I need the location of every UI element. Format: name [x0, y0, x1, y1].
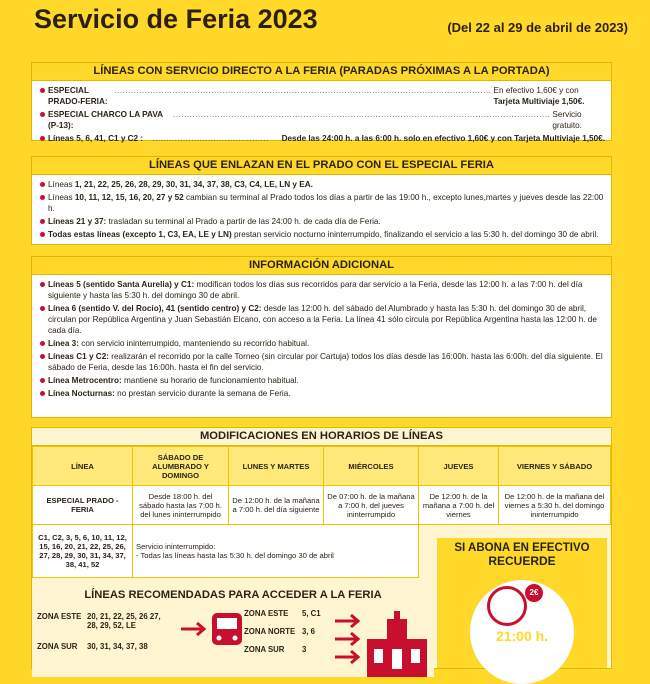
list-item: Líneas 5, 6, 41, C1 y C2 : .......................................... Desde las 24:00 h. a las 6:00 h. solo en efectivo 1,60€ y con Tarjeta Multiviaje 1,50€. — [40, 133, 605, 144]
list-item: Líneas 1, 21, 22, 25, 26, 28, 29, 30, 31, 34, 37, 38, C3, C4, LE, LN y EA. — [40, 179, 605, 190]
list-item: Línea 3: con servicio ininterrumpido, manteniendo su recorrido habitual. — [40, 338, 605, 349]
list-item: Líneas 21 y 37: trasladan su terminal al Prado a partir de las 24:00 h. de cada día de Feria. — [40, 216, 605, 227]
fair-gate-icon — [332, 609, 432, 677]
list-item: ESPECIAL CHARCO LA PAVA (P-13): ........................................................................................................................................ Servicio gratuito. — [40, 109, 605, 131]
recommended-lines: LÍNEAS RECOMENDADAS PARA ACCEDER A LA FERIA ZONA ESTE 20, 21, 22, 25, 26 27, 28, 29, 52, LE ZONA SUR 30, 31, 34, 37, 38 ZONA ESTE 5, C1 ZONA NORTE 3, 6 ZONA SUR 3 — [32, 587, 434, 677]
col-header: VIERNES Y SÁBADO — [499, 447, 611, 486]
list-item: Línea 6 (sentido V. del Rocío), 41 (sentido centro) y C2: desde las 12:00 h. del sábado del Alumbrado y hasta las 5:30 h. del domingo 30 de abril, circulan por República Argentina y Juan Sebastián Elcano, con acceso a la Feria. La línea 41 sólo circula por República Argentina hasta las 12:00 h. de cada día. — [40, 303, 605, 336]
linking-lines-panel — [31, 156, 612, 245]
table-row: C1, C2, 3, 5, 6, 10, 11, 12, 15, 16, 20, 21, 22, 25, 26, 27, 28, 29, 30, 31, 34, 37, 38, 41, 52 Servicio ininterrumpido: - Todas las líneas hasta las 5:30 h. del domingo 30 de abril — [33, 525, 611, 578]
additional-info-panel — [31, 256, 612, 418]
direct-service-panel — [31, 62, 612, 141]
list-item: Líneas 5 (sentido Santa Aurelia) y C1: modifican todos los días sus recorridos para dar servicio a la Feria, desde las 12:00 h. a las 7:00 h. del día siguiente y hasta las 5:30 h. del domingo 30 de abril. — [40, 279, 605, 301]
schedule-title: MODIFICACIONES EN HORARIOS DE LÍNEAS — [32, 428, 611, 446]
col-header: LÍNEA — [33, 447, 133, 486]
list-item: Línea Nocturnas: no prestan servicio durante la semana de Feria. — [40, 388, 605, 399]
cash-reminder: SI ABONA EN EFECTIVO RECUERDE 2€ 21:00 h. — [437, 538, 607, 668]
col-header: SÁBADO DE ALUMBRADO Y DOMINGO — [133, 447, 229, 486]
col-header: LUNES Y MARTES — [229, 447, 324, 486]
direct-service-title: LÍNEAS CON SERVICIO DIRECTO A LA FERIA (PARADAS PRÓXIMAS A LA PORTADA) — [32, 63, 611, 81]
coin-icon: 2€ — [525, 584, 543, 602]
list-item: Líneas C1 y C2: realizarán el recorrido por la calle Torneo (sin circular por Cartuja) todos los días desde las 16:00h. hasta las 6:00h. del día siguiente. El sábado de Feria, desde las 16:00h. hasta el fin del servicio. — [40, 351, 605, 373]
list-item: Todas estas líneas (excepto 1, C3, EA, LE y LN) prestan servicio nocturno ininterrumpido, finalizando el servicio a las 5:30 h. del domingo 30 de abril. — [40, 229, 605, 240]
list-item: ESPECIAL PRADO-FERIA: ........................................................................................................................................ En efectivo 1,60€ y con Tarjeta Multiviaje 1,50€. — [40, 85, 605, 107]
col-header: MIÉRCOLES — [324, 447, 419, 486]
clock-icon — [487, 586, 527, 626]
schedule-panel — [31, 427, 612, 669]
col-header: JUEVES — [419, 447, 499, 486]
list-item: Líneas 10, 11, 12, 15, 16, 20, 27 y 52 cambian su terminal al Prado todos los días a partir de las 19:00 h., excepto lunes,martes y jueves desde las 22:00 h. — [40, 192, 605, 214]
date-range: (Del 22 al 29 de abril de 2023) — [447, 20, 628, 35]
linking-lines-title: LÍNEAS QUE ENLAZAN EN EL PRADO CON EL ESPECIAL FERIA — [32, 157, 611, 175]
additional-info-title: INFORMACIÓN ADICIONAL — [32, 257, 611, 275]
list-item: Línea Metrocentro: mantiene su horario de funcionamiento habitual. — [40, 375, 605, 386]
page-title: Servicio de Feria 2023 — [34, 4, 318, 34]
table-row: ESPECIAL PRADO - FERIA Desde 18:00 h. del sábado hasta las 7:00 h. del lunes ininterrumpido De 12:00 h. de la mañana a 7:00 h. del día siguiente De 07:00 h. de la mañana a 7:00 h. del jueves ininterrumpido De 12:00 h. de la mañana a 7:00 h. del viernes De 12:00 h. de la mañana del viernes a 5:30 h. del domingo ininterrumpido — [33, 486, 611, 525]
bus-icon — [177, 611, 247, 651]
